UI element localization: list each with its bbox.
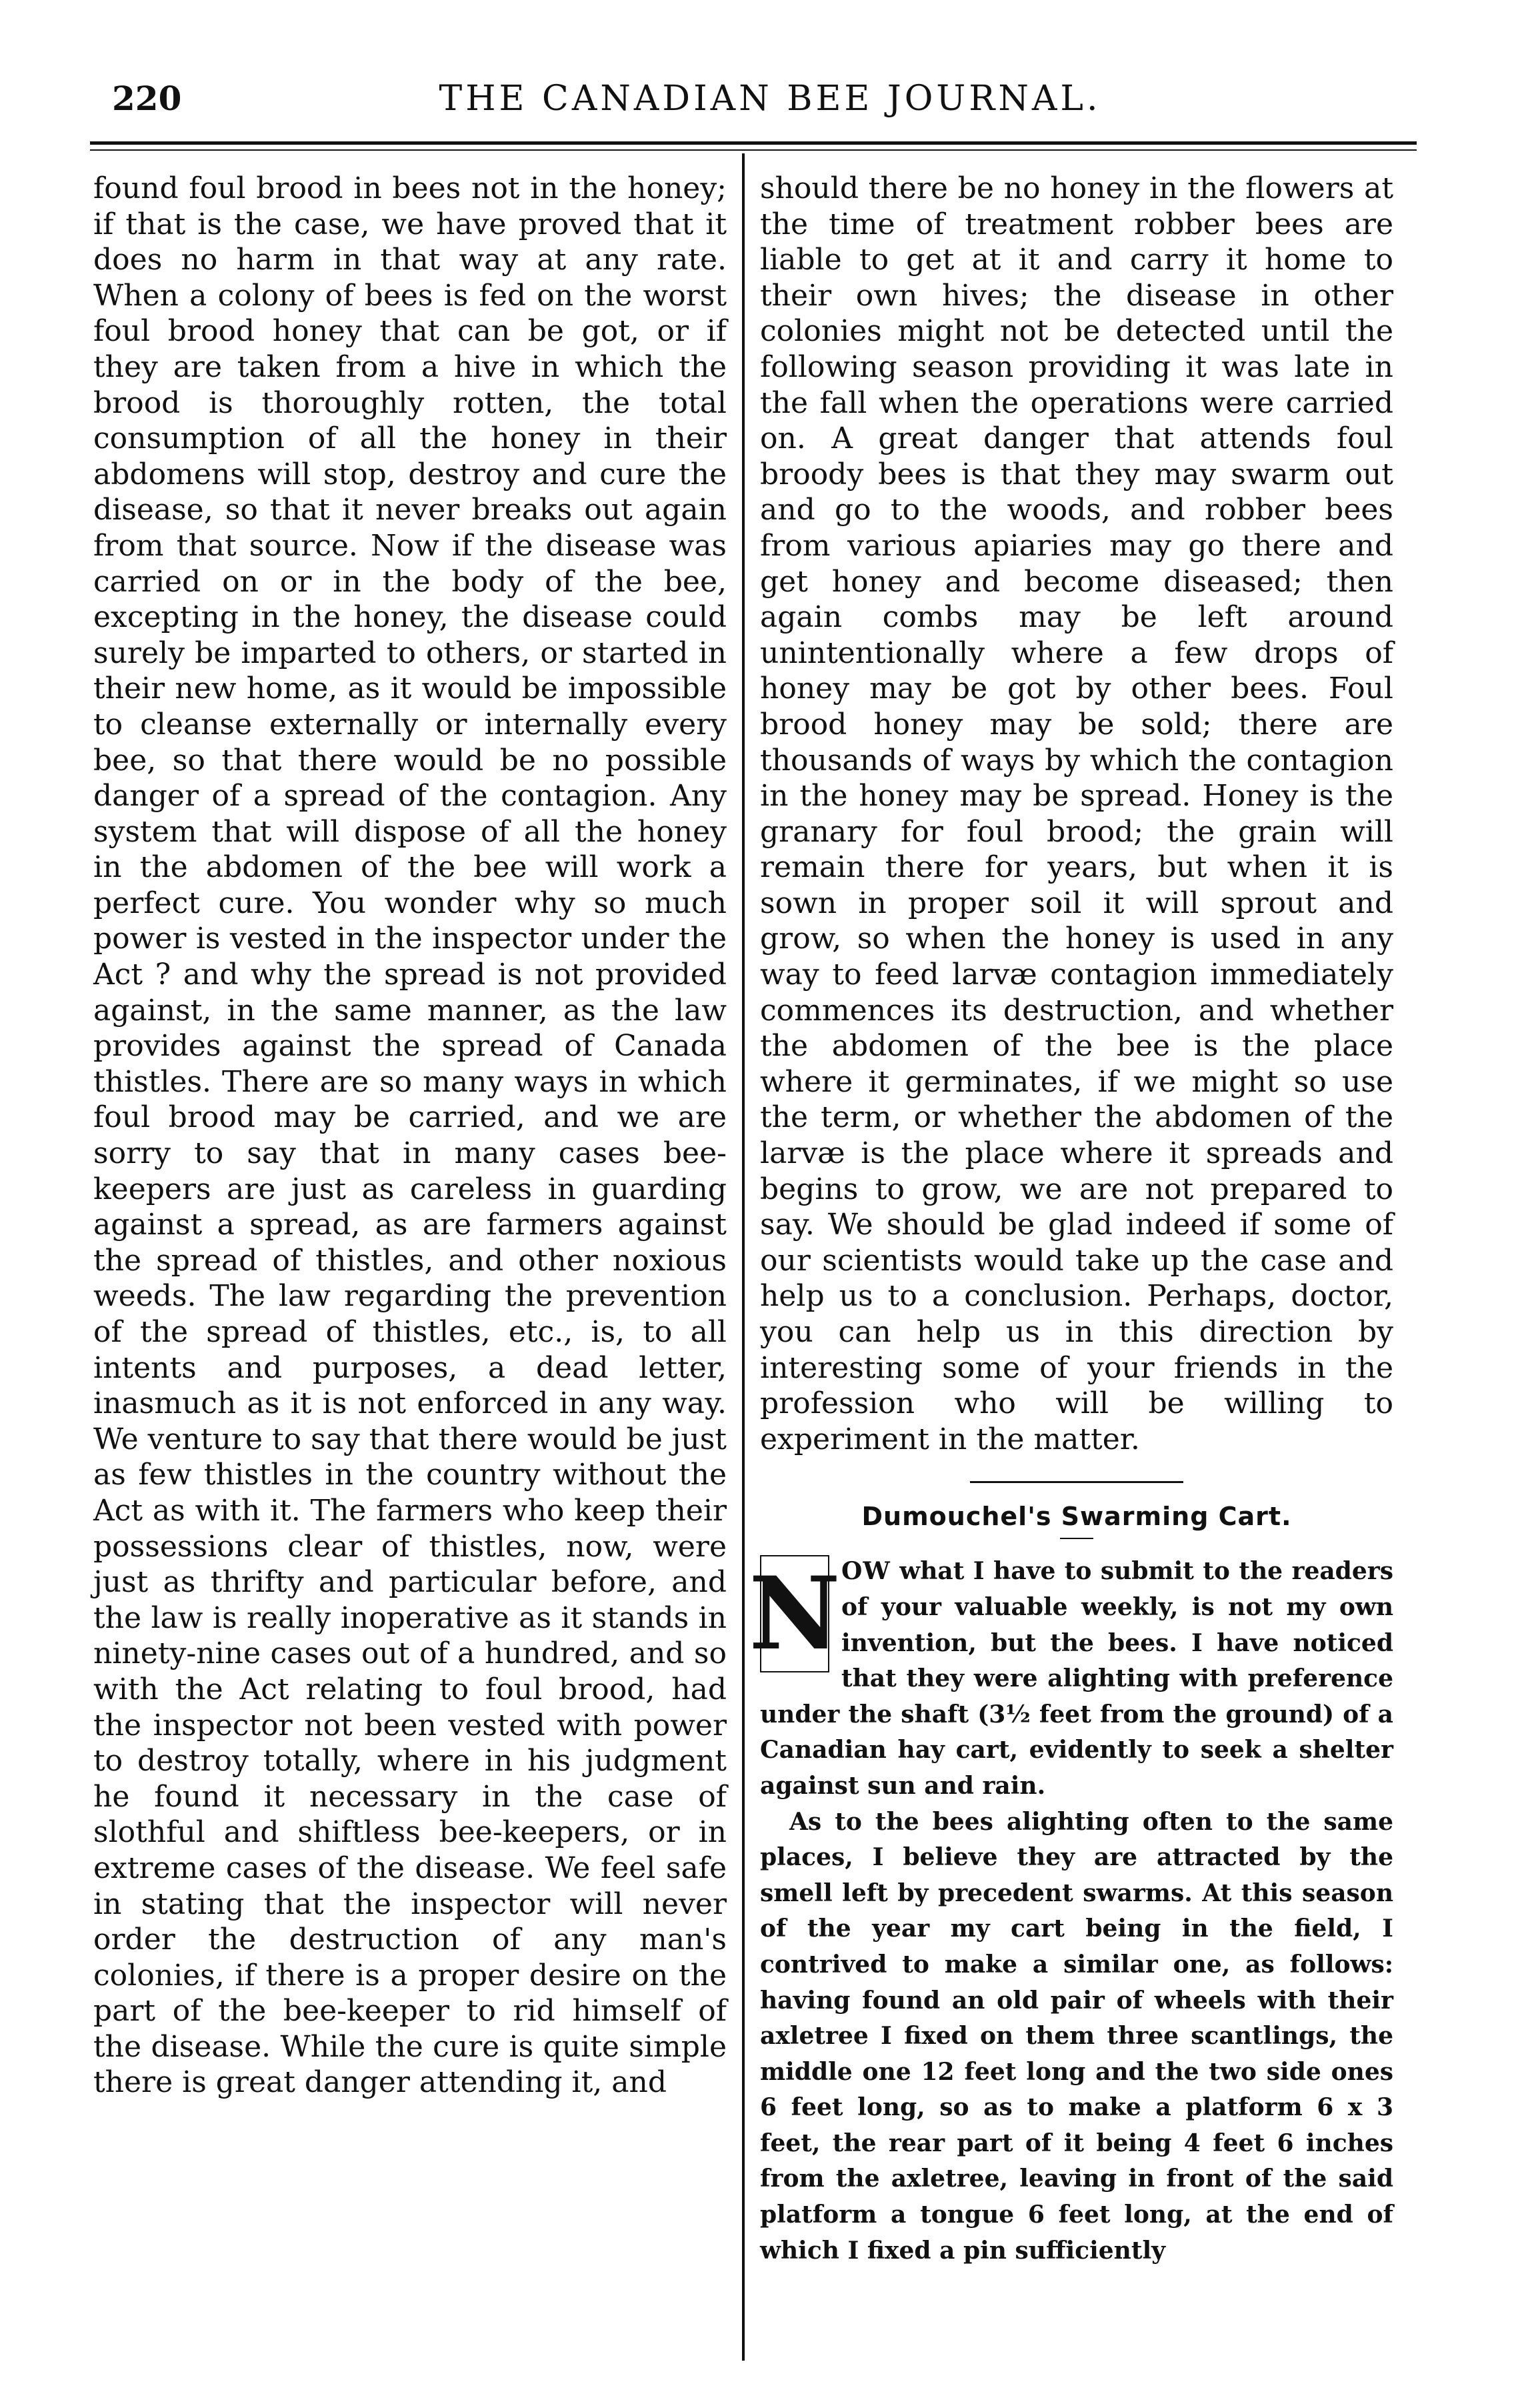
journal-title: THE CANADIAN BEE JOURNAL. (439, 79, 1101, 119)
article-body (749, 1554, 1393, 2269)
drop-cap-icon (749, 1555, 841, 1673)
paragraph-one-text: what I have to submit to the readers of your valuable weekly, is not my own invention, but the bees. I have noticed that they were alighting with preference under the shaft (3½ feet from the ground) of a Canadian hay cart, evidently to seek a shelter against sun and rain. (760, 1557, 1393, 1800)
article-paragraph (749, 1554, 1393, 1804)
header-rule-thick (90, 141, 1417, 145)
drop-cap-letter: N (749, 1555, 841, 1673)
page-header (107, 79, 1433, 132)
article-title: Dumouchel's Swarming Cart. (861, 1502, 1292, 1532)
right-column-text: should there be no honey in the flowers at the time of treatment robber bees are liable to get at it and carry it home to their own hives; the disease in other colonies might not be detected until the following season providing it was late in the fall when the operations were carried on. A great danger that attends foul broody bees is that they may swarm out and go to the woods, and robber bees from various apiaries may go there and get honey and become diseased; then again combs may be left around unintentionally where a few drops of honey may be got by other bees. Foul brood honey may be sold; there are thousands of ways by which the contagion in the honey may be spread. Honey is the granary for foul brood; the grain will remain there for years, but when it is sown in proper soil it will sprout and grow, so when the honey is used in any way to feed larvæ contagion immediately commences its destruction, and whether the abdomen of the bee is the place where it germinates, if we might so use the term, or whether the abdomen of the larvæ is the place where it spreads and begins to grow, we are not prepared to say. We should be glad indeed if some of our scientists would take up the case and help us to a conclusion. Perhaps, doctor, you can help us in this direction by interesting some of your friends in the profession who will be willing to experiment in the matter. (760, 171, 1393, 1456)
article-paragraph-two: As to the bees alighting often to the same places, I believe they are attracted by the smell left by precedent swarms. At this season of the year my cart being in the field, I contrived to make a similar one, as follows: having found an old pair of wheels with their axletree I fixed on them three scantlings, the middle one 12 feet long and the two side ones 6 feet long, so as to make a platform 6 x 3 feet, the rear part of it being 4 feet 6 inches from the axletree, leaving in front of the said platform a tongue 6 feet long, at the end of which I fixed a pin sufficiently (760, 1807, 1393, 2265)
lead-caps: OW (841, 1557, 891, 1586)
page-number: 220 (112, 79, 182, 118)
right-column (749, 171, 1393, 2269)
left-column (93, 171, 727, 2101)
title-underline (1060, 1538, 1093, 1539)
section-divider (970, 1481, 1183, 1483)
left-column-text: found foul brood in bees not in the honey; if that is the case, we have proved that it does no harm in that way at any rate. When a colony of bees is fed on the worst foul brood honey that can be got, or if they are taken from a hive in which the brood is thoroughly rotten, the total consumption of all the honey in their abdomens will stop, destroy and cure the disease, so that it never breaks out again from that source. Now if the disease was carried on or in the body of the bee, excepting in the honey, the disease could surely be imparted to others, or started in their new home, as it would be impossible to cleanse externally or internally every bee, so that there would be no possible danger of a spread of the contagion. Any system that will dispose of all the honey in the abdomen of the bee will work a perfect cure. You wonder why so much power is vested in the inspector under the Act ? and why the spread is not provided against, in the same manner, as the law provides against the spread of Canada thistles. There are so many ways in which foul brood may be carried, and we are sorry to say that in many cases bee-keepers are just as careless in guarding against a spread, as are farmers against the spread of thistles, and other noxious weeds. The law regarding the prevention of the spread of thistles, etc., is, to all intents and purposes, a dead letter, inasmuch as it is not enforced in any way. We venture to say that there would be just as few thistles in the country without the Act as with it. The farmers who keep their possessions clear of thistles, now, were just as thrifty and particular before, and the law is really inoperative as it stands in ninety-nine cases out of a hundred, and so with the Act relating to foul brood, had the inspector not been vested with power to destroy totally, where in his judgment he found it necessary in the case of slothful and shiftless bee-keepers, or in extreme cases of the disease. We feel safe in stating that the inspector will never order the destruction of any man's colonies, if there is a proper desire on the part of the bee-keeper to rid himself of the disease. While the cure is quite simple there is great danger attending it, and (93, 171, 727, 2100)
header-rule-thin (90, 149, 1417, 151)
column-divider (742, 153, 745, 2361)
